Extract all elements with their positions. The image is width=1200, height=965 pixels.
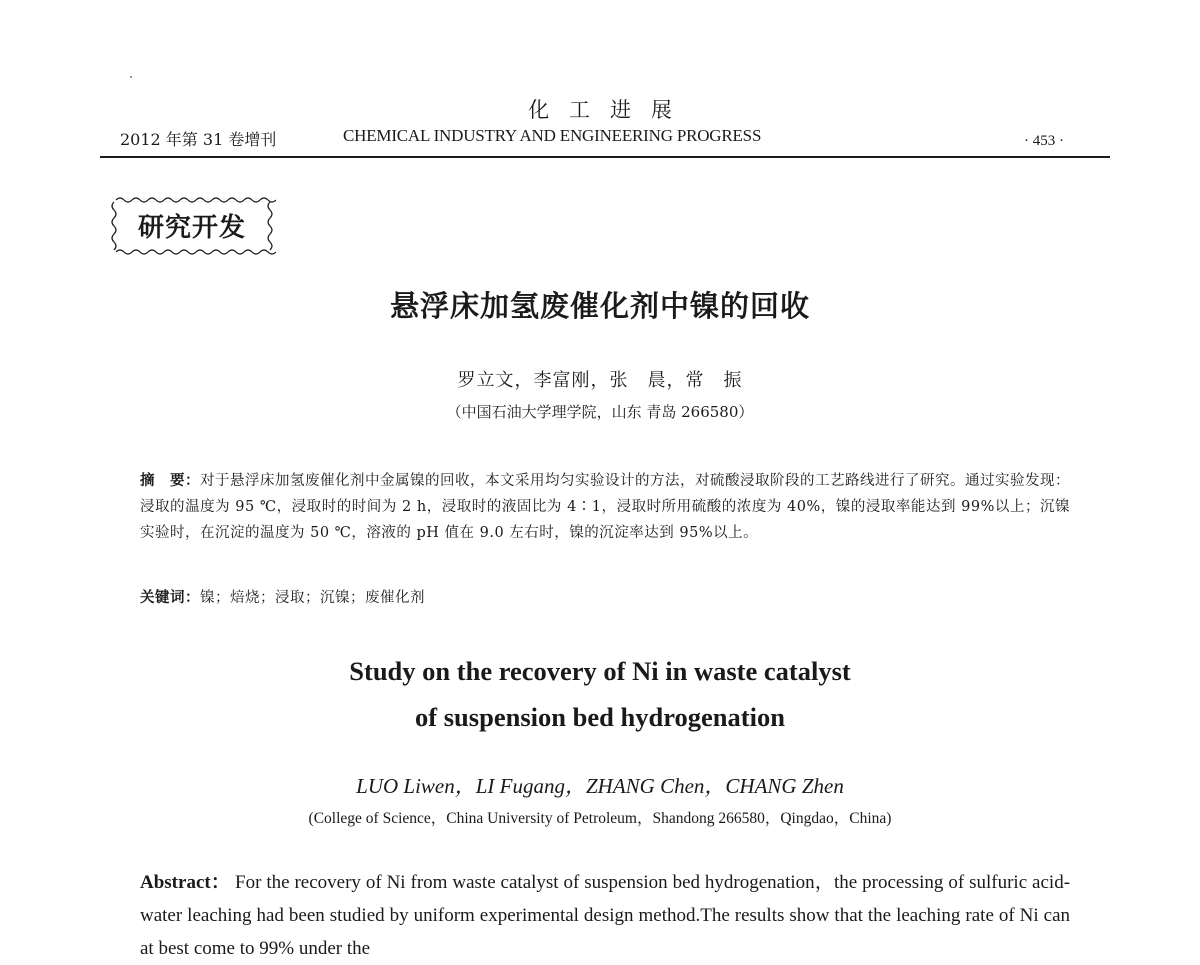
affiliation-en: (College of Science，China University of Petroleum，Shandong 266580，Qingdao，China) <box>308 810 892 827</box>
section-label: 研究开发 <box>137 213 246 243</box>
abstract-en <box>140 866 1070 965</box>
page-number: · 453 · <box>1024 133 1064 149</box>
abstract-cn-label: 摘 要： <box>140 473 200 489</box>
affiliation-cn: （中国石油大学理学院，山东 青岛 266580） <box>446 403 754 421</box>
section-stamp <box>108 194 276 258</box>
header-rule <box>100 156 1110 158</box>
journal-title-cn: 化工进展 <box>528 98 692 122</box>
keywords-cn-text: 镍；焙烧；浸取；沉镍；废催化剂 <box>200 590 425 606</box>
keywords-cn-label: 关键词： <box>140 590 200 606</box>
journal-title-en: CHEMICAL INDUSTRY AND ENGINEERING PROGRESS <box>343 126 762 145</box>
article-title-en-line1: Study on the recovery of Ni in waste catalyst <box>349 656 851 686</box>
volume-issue: 2012 年第 31 卷增刊 <box>120 130 277 149</box>
scan-speck <box>130 76 132 78</box>
article-title-en-line2: of suspension bed hydrogenation <box>415 702 785 732</box>
abstract-en-text: For the recovery of Ni from waste catalyst of suspension bed hydrogenation，the processing of sulfuric acid-water leaching had been studied by uniform experimental design method.The results show that the leaching rate of Ni can at best come to 99% under the <box>140 872 1071 959</box>
article-title-en <box>0 648 1200 740</box>
abstract-en-label: Abstract： <box>140 872 231 893</box>
keywords-cn <box>140 586 1070 607</box>
authors-en: LUO Liwen，LI Fugang，ZHANG Chen，CHANG Zhen <box>356 774 844 798</box>
authors-cn: 罗立文，李富刚，张 晨，常 振 <box>457 370 743 391</box>
abstract-cn-text: 对于悬浮床加氢废催化剂中金属镍的回收，本文采用均匀实验设计的方法，对硫酸浸取阶段的工艺路线进行了研究。通过实验发现：浸取的温度为 95 ℃，浸取时的时间为 2 h，浸取时的液固比为 4∶1，浸取时所用硫酸的浓度为 40%，镍的浸取率能达到 99%以上；沉镍实验时，在沉淀的温度为 50 ℃，溶液的 pH 值在 9.0 左右时，镍的沉淀率达到 95%以上。 <box>140 473 1070 541</box>
abstract-cn <box>140 468 1070 546</box>
article-title-cn: 悬浮床加氢废催化剂中镍的回收 <box>389 289 810 323</box>
